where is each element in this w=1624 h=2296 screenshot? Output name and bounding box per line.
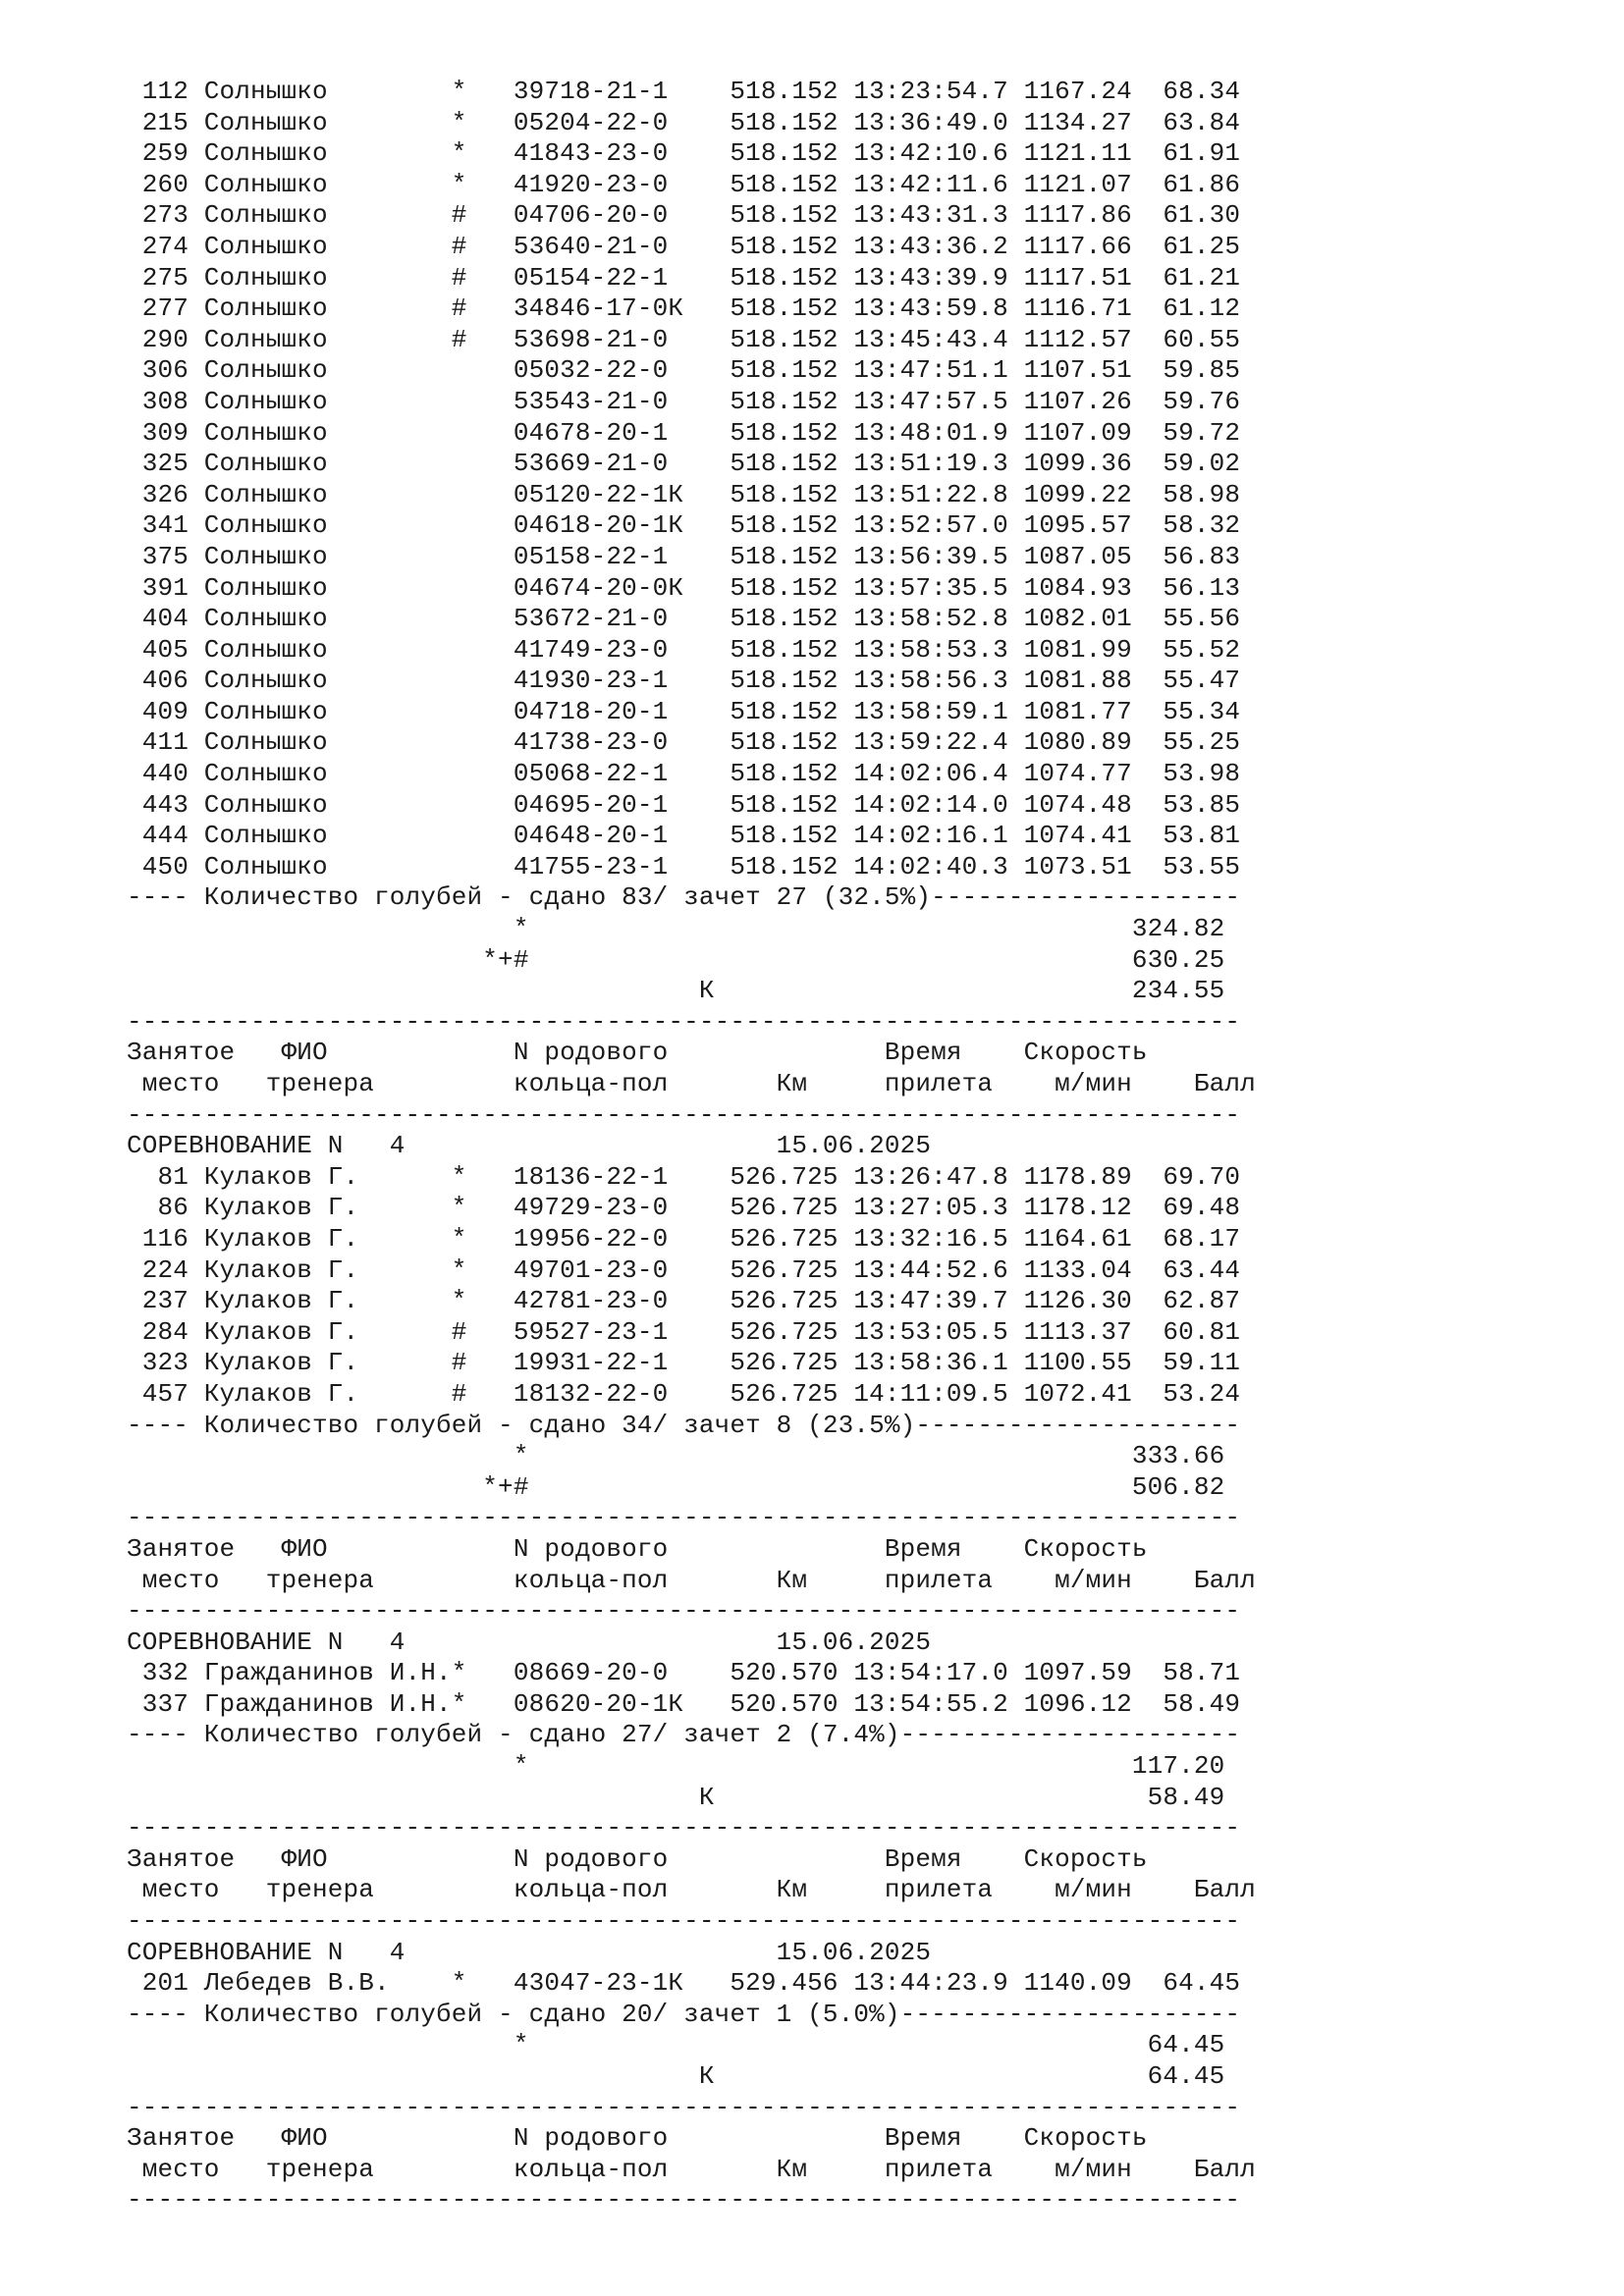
report-line: 275 Солнышко # 05154-22-1 518.152 13:43:39.9 1117.51 61.21 [127, 262, 1241, 293]
report-line: 201 Лебедев В.В. * 43047-23-1К 529.456 13:44:23.9 1140.09 64.45 [127, 1968, 1241, 1999]
report-line: 284 Кулаков Г. # 59527-23-1 526.725 13:53:05.5 1113.37 60.81 [127, 1316, 1241, 1347]
report-line: 309 Солнышко 04678-20-1 518.152 13:48:01.9 1107.09 59.72 [127, 417, 1241, 448]
report-line: Занятое ФИО N родового Время Скорость [127, 1038, 1148, 1068]
report-line: 259 Солнышко * 41843-23-0 518.152 13:42:10.6 1121.11 61.91 [127, 138, 1241, 169]
report-line: 326 Солнышко 05120-22-1К 518.152 13:51:22.8 1099.22 58.98 [127, 479, 1241, 509]
report-line: 409 Солнышко 04718-20-1 518.152 13:58:59.1 1081.77 55.34 [127, 696, 1241, 726]
report-line: 273 Солнышко # 04706-20-0 518.152 13:43:31.3 1117.86 61.30 [127, 200, 1241, 231]
report-line: Занятое ФИО N родового Время Скорость [127, 1843, 1148, 1874]
report-line: 444 Солнышко 04648-20-1 518.152 14:02:16.1 1074.41 53.81 [127, 821, 1241, 851]
report-line: К 234.55 [127, 976, 1225, 1006]
separator-line: ------------------------------------------------------------------------ [127, 1006, 1241, 1037]
report-line: 81 Кулаков Г. * 18136-22-1 526.725 13:26:47.8 1178.89 69.70 [127, 1161, 1241, 1192]
report-line: * 117.20 [127, 1751, 1225, 1782]
report-line: 457 Кулаков Г. # 18132-22-0 526.725 14:11:09.5 1072.41 53.24 [127, 1378, 1241, 1409]
report-line: место тренера кольца-пол Км прилета м/мин Балл [127, 1069, 1256, 1098]
report-line: 237 Кулаков Г. * 42781-23-0 526.725 13:47:39.7 1126.30 62.87 [127, 1286, 1241, 1316]
separator-line: ------------------------------------------------------------------------ [127, 1596, 1241, 1627]
report-line: *+# 506.82 [127, 1471, 1225, 1502]
report-line: ---- Количество голубей - сдано 27/ зачет 2 (7.4%)---------------------- [127, 1720, 1241, 1750]
report-line: *+# 630.25 [127, 944, 1225, 975]
report-line: 290 Солнышко # 53698-21-0 518.152 13:45:43.4 1112.57 60.55 [127, 324, 1241, 354]
report-line: Занятое ФИО N родового Время Скорость [127, 1533, 1148, 1564]
report-line: место тренера кольца-пол Км прилета м/мин Балл [127, 1875, 1256, 1905]
report-line: СОРЕВНОВАНИЕ N 4 15.06.2025 [127, 1937, 932, 1967]
report-line: К 58.49 [127, 1782, 1225, 1812]
report-line: 391 Солнышко 04674-20-0К 518.152 13:57:35.5 1084.93 56.13 [127, 572, 1241, 603]
report-line: 440 Солнышко 05068-22-1 518.152 14:02:06.4 1074.77 53.98 [127, 759, 1241, 789]
report-line: * 333.66 [127, 1441, 1225, 1471]
report-line: 404 Солнышко 53672-21-0 518.152 13:58:52.8 1082.01 55.56 [127, 604, 1241, 634]
report-line: 337 Гражданинов И.Н.* 08620-20-1К 520.570 13:54:55.2 1096.12 58.49 [127, 1688, 1241, 1719]
report-line: Занятое ФИО N родового Время Скорость [127, 2123, 1148, 2154]
report-line: * 324.82 [127, 914, 1225, 944]
report-line: 406 Солнышко 41930-23-1 518.152 13:58:56.3 1081.88 55.47 [127, 666, 1241, 696]
report-line: место тренера кольца-пол Км прилета м/мин Балл [127, 2154, 1256, 2184]
report-line: 260 Солнышко * 41920-23-0 518.152 13:42:11.6 1121.07 61.86 [127, 169, 1241, 199]
report-line: 325 Солнышко 53669-21-0 518.152 13:51:19.3 1099.36 59.02 [127, 449, 1241, 479]
report-line: 308 Солнышко 53543-21-0 518.152 13:47:57.5 1107.26 59.76 [127, 386, 1241, 416]
report-line: 450 Солнышко 41755-23-1 518.152 14:02:40.3 1073.51 53.55 [127, 851, 1241, 881]
report-line: 443 Солнышко 04695-20-1 518.152 14:02:14.0 1074.48 53.85 [127, 789, 1241, 820]
report-line: 411 Солнышко 41738-23-0 518.152 13:59:22.4 1080.89 55.25 [127, 727, 1241, 758]
report-line: 274 Солнышко # 53640-21-0 518.152 13:43:36.2 1117.66 61.25 [127, 231, 1241, 261]
report-line: 224 Кулаков Г. * 49701-23-0 526.725 13:44:52.6 1133.04 63.44 [127, 1255, 1241, 1285]
report-line: 116 Кулаков Г. * 19956-22-0 526.725 13:32:16.5 1164.61 68.17 [127, 1223, 1241, 1254]
report-line: ---- Количество голубей - сдано 34/ зачет 8 (23.5%)--------------------- [127, 1410, 1241, 1440]
separator-line: ------------------------------------------------------------------------ [127, 1906, 1241, 1937]
report-line: 323 Кулаков Г. # 19931-22-1 526.725 13:58:36.1 1100.55 59.11 [127, 1348, 1241, 1378]
report-line: К 64.45 [127, 2061, 1225, 2091]
report-line: 86 Кулаков Г. * 49729-23-0 526.725 13:27:05.3 1178.12 69.48 [127, 1193, 1241, 1223]
separator-line: ------------------------------------------------------------------------ [127, 2185, 1241, 2216]
separator-line: ------------------------------------------------------------------------ [127, 1099, 1241, 1130]
separator-line: ------------------------------------------------------------------------ [127, 1503, 1241, 1533]
report-line: ---- Количество голубей - сдано 20/ зачет 1 (5.0%)---------------------- [127, 1999, 1241, 2029]
report-line: 277 Солнышко # 34846-17-0К 518.152 13:43:59.8 1116.71 61.12 [127, 294, 1241, 324]
separator-line: ------------------------------------------------------------------------ [127, 1813, 1241, 1843]
report-line: 112 Солнышко * 39718-21-1 518.152 13:23:54.7 1167.24 68.34 [127, 77, 1241, 106]
report-line: 306 Солнышко 05032-22-0 518.152 13:47:51.1 1107.51 59.85 [127, 355, 1241, 386]
report-line: место тренера кольца-пол Км прилета м/мин Балл [127, 1565, 1256, 1595]
report-line: * 64.45 [127, 2030, 1225, 2060]
report-line: СОРЕВНОВАНИЕ N 4 15.06.2025 [127, 1627, 932, 1657]
report-line: 375 Солнышко 05158-22-1 518.152 13:56:39.5 1087.05 56.83 [127, 541, 1241, 571]
report-line: 215 Солнышко * 05204-22-0 518.152 13:36:49.0 1134.27 63.84 [127, 107, 1241, 137]
report-line: 341 Солнышко 04618-20-1К 518.152 13:52:57.0 1095.57 58.32 [127, 510, 1241, 541]
report-line: 332 Гражданинов И.Н.* 08669-20-0 520.570 13:54:17.0 1097.59 58.71 [127, 1658, 1241, 1688]
report-line: ---- Количество голубей - сдано 83/ зачет 27 (32.5%)-------------------- [127, 882, 1241, 913]
separator-line: ------------------------------------------------------------------------ [127, 2092, 1241, 2122]
report-line: СОРЕВНОВАНИЕ N 4 15.06.2025 [127, 1131, 932, 1161]
report-line: 405 Солнышко 41749-23-0 518.152 13:58:53.3 1081.99 55.52 [127, 634, 1241, 665]
results-printout [127, 77, 1256, 2216]
